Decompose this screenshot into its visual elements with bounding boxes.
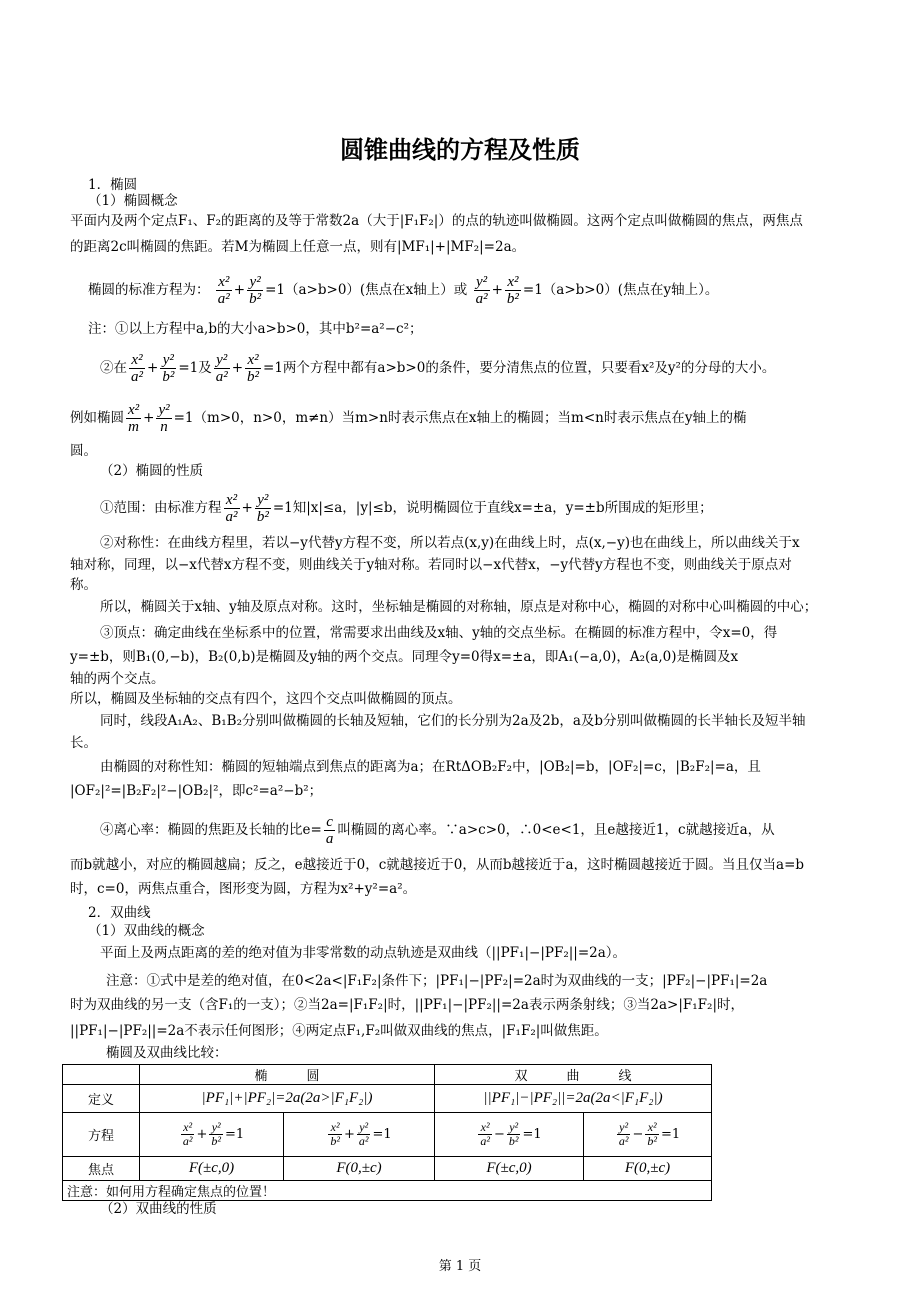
text: =1及 [178,360,212,376]
row-label: 方程 [63,1113,140,1157]
table-header: 双 曲 线 [435,1065,712,1085]
fraction: $\frac{\text{x²}}{m}$ [128,402,140,435]
paragraph-line: 所以，椭圆及坐标轴的交点有四个，这四个交点叫做椭圆的顶点。 [70,691,462,707]
text: ②在 [100,360,127,376]
note-line: 注：①以上方程中a,b的大小a>b>0，其中b²=a²−c²； [88,321,423,337]
paragraph-line: 轴对称，同理，以−x代替x方程不变，则曲线关于y轴对称。若同时以−x代替x，−y代替y方程也不变，则曲线关于原点对 [70,557,792,573]
fraction: $\frac{c}{a}$ [325,814,334,847]
text: =1（a>b>0）(焦点在y轴上）。 [522,282,719,298]
paragraph-line: 时，c=0，两焦点重合，图形变为圆，方程为x²+y²=a²。 [70,881,417,897]
paragraph-line: 长。 [70,735,97,751]
note-line: ②在 $\frac{\text{x²}}{\text{a²}}$ + $\frac{\text{y²}}{\text{b²}}$ =1及 $\frac{\text{y²}}{\text{a²}}$ + $\frac{\text{x²}}{\text{b²}}$ =1两个方程中都有a>b>0的条件，要分清焦点的位置，只要看x²及y²的分母的大小。 [100,352,776,385]
table-row [63,1085,712,1113]
paragraph-line: y=±b，则B₁(0,−b)，B₂(0,b)是椭圆及y轴的两个交点。同理令y=0得x=±a，即A₁(−a,0)，A₂(a,0)是椭圆及x [70,649,739,665]
table-cell: ||PF₁|−|PF₂||=2a(2a<|F₁F₂|) [435,1085,712,1113]
text: =1（m>0，n>0，m≠n）当m>n时表示焦点在x轴上的椭圆；当m<n时表示焦点在y轴上的椭 [173,410,747,426]
table-row [63,1157,712,1181]
subsection-properties: （2）双曲线的性质 [100,1201,217,1217]
paragraph-line: 而b就越小，对应的椭圆越扁；反之，e越接近于0，c就越接近于0，从而b越接近于a，这时椭圆越接近于圆。当且仅当a=b [70,857,805,873]
text: 例如椭圆 [70,410,124,426]
table-cell: $\frac{\text{x²}}{\text{a²}}$ + $\frac{\text{y²}}{\text{b²}}$ =1 [140,1113,284,1157]
text: 叫椭圆的离心率。∵a>c>0，∴0<e<1，且e越接近1，c就越接近a，从 [337,822,775,838]
paragraph-line: 的距离2c叫椭圆的焦距。若M为椭圆上任意一点，则有|MF₁|+|MF₂|=2a。 [70,239,526,255]
text: 椭圆的标准方程为： [88,282,210,298]
paragraph-line: 由椭圆的对称性知：椭圆的短轴端点到焦点的距离为a；在RtΔOB₂F₂中，|OB₂|=b，|OF₂|=c，|B₂F₂|=a，且 [100,759,761,775]
fraction: $\frac{\text{x²}}{\text{a²}}$ [217,274,230,307]
paragraph-line: 轴的两个交点。 [70,671,165,687]
paragraph-line: 圆。 [70,443,97,459]
table-note: 注意：如何用方程确定焦点的位置！ [63,1181,712,1201]
page-title: 圆锥曲线的方程及性质 [340,136,580,164]
fraction: $\frac{\text{y²}}{\text{a²}}$ [475,274,488,307]
table-cell: F(±c,0) [140,1157,284,1181]
table-caption: 椭圆及双曲线比较： [106,1045,228,1061]
section-1-heading: 1．椭圆 [88,177,138,193]
text: =1知|x|≤a，|y|≤b，说明椭圆位于直线x=±a，y=±b所围成的矩形里； [272,500,713,516]
paragraph-line: 平面内及两个定点F₁、F₂的距离的及等于常数2a（大于|F₁F₂|）的点的轨迹叫做椭圆。这两个定点叫做椭圆的焦点，两焦点 [70,213,803,229]
table-cell: F(±c,0) [435,1157,584,1181]
comparison-table [62,1064,712,1201]
text: =1两个方程中都有a>b>0的条件，要分清焦点的位置，只要看x²及y²的分母的大小。 [263,360,776,376]
table-cell [63,1065,140,1085]
fraction: $\frac{\text{x²}}{\text{a²}}$ [225,492,238,525]
fraction: $\frac{\text{y²}}{n}$ [158,402,170,435]
fraction: $\frac{\text{y²}}{\text{b²}}$ [249,274,262,307]
range-line: ①范围：由标准方程 $\frac{\text{x²}}{\text{a²}}$ + $\frac{\text{y²}}{\text{b²}}$ =1知|x|≤a，|y|≤b，说明椭圆位于直线x=±a，y=±b所围成的矩形里； [100,492,713,525]
table-row [63,1065,712,1085]
paragraph-line: 所以，椭圆关于x轴、y轴及原点对称。这时，坐标轴是椭圆的对称轴，原点是对称中心，椭圆的对称中心叫椭圆的中心； [100,599,818,615]
table-header: 椭 圆 [140,1065,435,1085]
table-cell: F(0,±c) [284,1157,435,1181]
table-cell: |PF₁|+|PF₂|=2a(2a>|F₁F₂|) [140,1085,435,1113]
eccentricity-line [100,810,890,850]
paragraph-line: ||PF₁|−|PF₂||=2a不表示任何图形；④两定点F₁,F₂叫做双曲线的焦点，|F₁F₂|叫做焦距。 [70,1023,608,1039]
text: ④离心率：椭圆的焦距及长轴的比e= [100,822,322,838]
table-cell: F(0,±c) [584,1157,712,1181]
paragraph-line: 平面上及两点距离的差的绝对值为非零常数的动点轨迹是双曲线（||PF₁|−|PF₂||=2a）。 [100,945,627,961]
fraction: $\frac{\text{y²}}{\text{a²}}$ [215,352,228,385]
fraction: $\frac{\text{x²}}{\text{b²}}$ [506,274,519,307]
subsection-concept: （1）双曲线的概念 [88,923,205,939]
fraction: $\frac{\text{y²}}{\text{b²}}$ [256,492,269,525]
table-row [63,1113,712,1157]
subsection-properties: （2）椭圆的性质 [100,463,204,479]
paragraph-line: 注意：①式中是差的绝对值，在0<2a<|F₁F₂|条件下；|PF₁|−|PF₂|=2a时为双曲线的一支；|PF₂|−|PF₁|=2a [106,973,768,989]
paragraph-line: 称。 [70,577,97,593]
table-cell: $\frac{\text{x²}}{\text{a²}}$ − $\frac{\text{y²}}{\text{b²}}$ =1 [435,1113,584,1157]
row-label: 焦点 [63,1157,140,1181]
table-cell: $\frac{\text{x²}}{\text{b²}}$ + $\frac{\text{y²}}{\text{a²}}$ =1 [284,1113,435,1157]
text: ①范围：由标准方程 [100,500,222,516]
page-number: 第 1 页 [438,1259,482,1274]
fraction: $\frac{\text{y²}}{\text{b²}}$ [162,352,175,385]
paragraph-line: 时为双曲线的另一支（含F₁的一支）；②当2a=|F₁F₂|时，||PF₁|−|PF₂||=2a表示两条射线；③当2a>|F₁F₂|时， [70,997,745,1013]
table-cell: $\frac{\text{y²}}{\text{a²}}$ − $\frac{\text{x²}}{\text{b²}}$ =1 [584,1113,712,1157]
row-label: 定义 [63,1085,140,1113]
paragraph-line: 同时，线段A₁A₂、B₁B₂分别叫做椭圆的长轴及短轴，它们的长分别为2a及2b，a及b分别叫做椭圆的长半轴长及短半轴 [100,713,806,729]
text: =1（a>b>0）(焦点在x轴上）或 [265,282,468,298]
fraction: $\frac{\text{x²}}{\text{b²}}$ [247,352,260,385]
fraction: $\frac{\text{x²}}{\text{a²}}$ [131,352,143,385]
paragraph-line: ②对称性：在曲线方程里，若以−y代替y方程不变，所以若点(x,y)在曲线上时，点(x,−y)也在曲线上，所以曲线关于x [100,535,800,551]
subsection-concept: （1）椭圆概念 [88,193,178,209]
paragraph-line: |OF₂|²=|B₂F₂|²−|OB₂|²，即c²=a²−b²； [70,783,323,799]
standard-equation-line: 椭圆的标准方程为： $\frac{\text{x²}}{\text{a²}}$ + $\frac{\text{y²}}{\text{b²}}$ =1（a>b>0）(焦点在x轴上）或 $\frac{\text{y²}}{\text{a²}}$ + $\frac{\text{x²}}{\text{b²}}$ =1（a>b>0）(焦点在y轴上）。 [88,274,719,307]
paragraph-line: ③顶点：确定曲线在坐标系中的位置，常需要求出曲线及x轴、y轴的交点坐标。在椭圆的标准方程中，令x=0，得 [100,625,778,641]
example-line: 例如椭圆 $\frac{\text{x²}}{m}$ + $\frac{\text{y²}}{n}$ =1（m>0，n>0，m≠n）当m>n时表示焦点在x轴上的椭圆；当m<n时表示焦点在y轴上的椭 [70,402,747,435]
section-2-heading: 2．双曲线 [88,905,151,921]
